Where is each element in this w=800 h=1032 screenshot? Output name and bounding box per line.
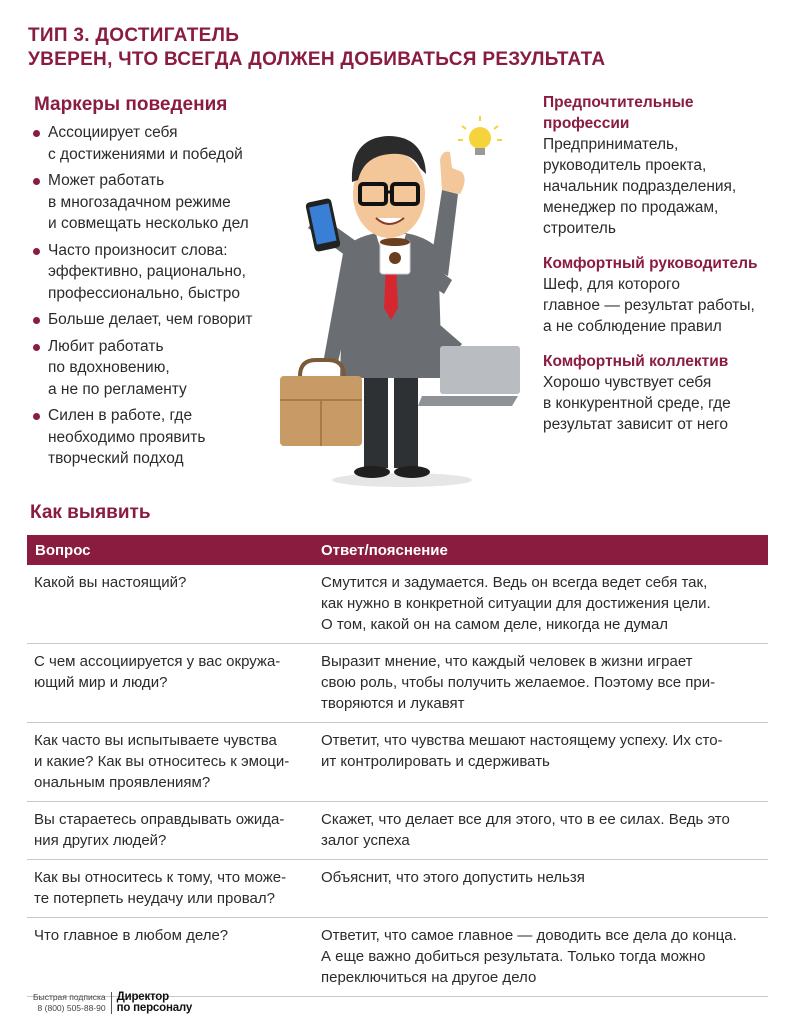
line: строитель — [543, 220, 616, 237]
questions-table — [27, 535, 768, 997]
question-cell — [27, 867, 313, 909]
line: Что главное в любом деле? — [34, 927, 229, 944]
line: творяются и лукавят — [321, 695, 465, 712]
table-row — [27, 644, 768, 723]
line: Как часто вы испытываете чувства — [34, 732, 277, 749]
line: переключиться на другое дело — [321, 969, 537, 986]
line: Предпочтительные — [543, 94, 694, 111]
list-item — [32, 170, 292, 235]
line: Предприниматель, — [543, 136, 679, 153]
line: менеджер по продажам, — [543, 199, 719, 216]
how-heading: Как выявить — [30, 502, 151, 523]
line: свою роль, чтобы получить желаемое. Поэтому все при- — [321, 674, 716, 691]
markers-list — [32, 122, 292, 475]
line: результат зависит от него — [543, 416, 728, 433]
line: Любит работать — [48, 337, 164, 355]
line: Хорошо чувствует себя — [543, 374, 712, 391]
line: руководитель проекта, — [543, 157, 707, 174]
team-heading: Комфортный коллектив — [543, 353, 729, 370]
list-item — [32, 405, 292, 470]
line: ния других людей? — [34, 832, 167, 849]
line: Шеф, для которого — [543, 276, 680, 293]
line: по вдохновению, — [48, 359, 170, 376]
page-title — [28, 24, 605, 72]
line: те потерпеть неудачу или провал? — [34, 890, 275, 907]
brand-line: Директор — [116, 991, 169, 1003]
line: ональным проявлениям? — [34, 774, 211, 791]
line: Силен в работе, где — [48, 407, 193, 424]
line: и совмещать несколько дел — [48, 215, 249, 232]
line: профессии — [543, 115, 630, 132]
line: Как вы относитесь к тому, что може- — [34, 869, 287, 886]
lightbulb-icon — [458, 116, 502, 155]
phone-icon — [305, 198, 341, 252]
answer-cell — [313, 809, 768, 851]
answer-cell — [313, 651, 768, 714]
line: профессионально, быстро — [48, 284, 240, 302]
line: ющий мир и люди? — [34, 674, 168, 691]
subscribe-label: Быстрая подписка — [33, 992, 106, 1002]
line: с достижениями и победой — [48, 145, 243, 163]
table-row — [27, 802, 768, 860]
footer — [33, 992, 192, 1014]
column-header-answer: Ответ/пояснение — [321, 541, 448, 559]
question-cell — [27, 730, 313, 793]
line: А еще важно добиться результата. Только тогда можно — [321, 948, 706, 965]
line: Скажет, что делает все для этого, что в ее силах. Ведь это — [321, 811, 730, 828]
markers-heading: Маркеры поведения — [34, 94, 228, 115]
line: творческий подход — [48, 450, 184, 467]
answer-cell — [313, 867, 768, 909]
subscription-info — [33, 992, 106, 1014]
column-header-question: Вопрос — [35, 541, 91, 559]
line: эффективно, рационально, — [48, 263, 246, 280]
brand-line: по персоналу — [116, 1002, 193, 1014]
answer-cell — [313, 730, 768, 793]
question-cell — [27, 651, 313, 714]
footer-divider — [111, 992, 112, 1014]
table-row — [27, 918, 768, 997]
list-item — [32, 309, 292, 331]
line: а не соблюдение правил — [543, 318, 722, 335]
table-row — [27, 565, 768, 644]
line: в многозадачном режиме — [48, 193, 231, 211]
phone-number: 8 (800) 505-88-90 — [37, 1003, 106, 1013]
title-line-1: ТИП 3. ДОСТИГАТЕЛЬ — [28, 25, 240, 46]
line: Какой вы настоящий? — [34, 574, 187, 591]
line: Вы стараетесь оправдывать ожида- — [34, 811, 285, 828]
line: а не по регламенту — [48, 380, 187, 398]
answer-cell — [313, 572, 768, 635]
line: необходимо проявить — [48, 428, 206, 446]
line: Ассоциирует себя — [48, 124, 178, 141]
line: Больше делает, чем говорит — [48, 311, 253, 328]
line: Часто произносит слова: — [48, 241, 228, 259]
table-row — [27, 860, 768, 918]
professions-text — [543, 134, 793, 239]
answer-cell — [313, 925, 768, 988]
question-cell — [27, 572, 313, 635]
line: и какие? Как вы относитесь к эмоци- — [34, 753, 290, 770]
line: Ответит, что чувства мешают настоящему успеху. Их сто- — [321, 732, 723, 749]
line: Объяснит, что этого допустить нельзя — [321, 869, 585, 886]
line: главное — результат работы, — [543, 297, 755, 314]
right-column — [543, 92, 793, 449]
list-item — [32, 336, 292, 401]
list-item — [32, 240, 292, 305]
line: О том, какой он на самом деле, никогда не думал — [321, 616, 669, 633]
line: Смутится и задумается. Ведь он всегда ведет себя так, — [321, 574, 708, 591]
brand-logo — [117, 992, 192, 1014]
line: как нужно в конкретной ситуации для достижения цели. — [321, 595, 711, 612]
list-item — [32, 122, 292, 165]
line: Выразит мнение, что каждый человек в жизни играет — [321, 653, 693, 670]
line: Может работать — [48, 172, 165, 189]
question-cell — [27, 925, 313, 988]
line: начальник подразделения, — [543, 178, 737, 195]
businessman-illustration — [272, 108, 532, 493]
professions-heading — [543, 92, 793, 134]
table-header — [27, 535, 768, 565]
line: Ответит, что самое главное — доводить все дела до конца. — [321, 927, 737, 944]
table-row — [27, 723, 768, 802]
line: ит контролировать и сдерживать — [321, 753, 550, 770]
manager-text — [543, 274, 793, 337]
manager-heading: Комфортный руководитель — [543, 255, 758, 272]
line: в конкурентной среде, где — [543, 395, 731, 412]
title-line-2: УВЕРЕН, ЧТО ВСЕГДА ДОЛЖЕН ДОБИВАТЬСЯ РЕЗУЛЬТАТА — [28, 49, 606, 70]
team-text — [543, 372, 793, 435]
question-cell — [27, 809, 313, 851]
coffee-cup-icon — [380, 238, 410, 274]
line: залог успеха — [321, 832, 410, 849]
line: С чем ассоциируется у вас окружа- — [34, 653, 281, 670]
